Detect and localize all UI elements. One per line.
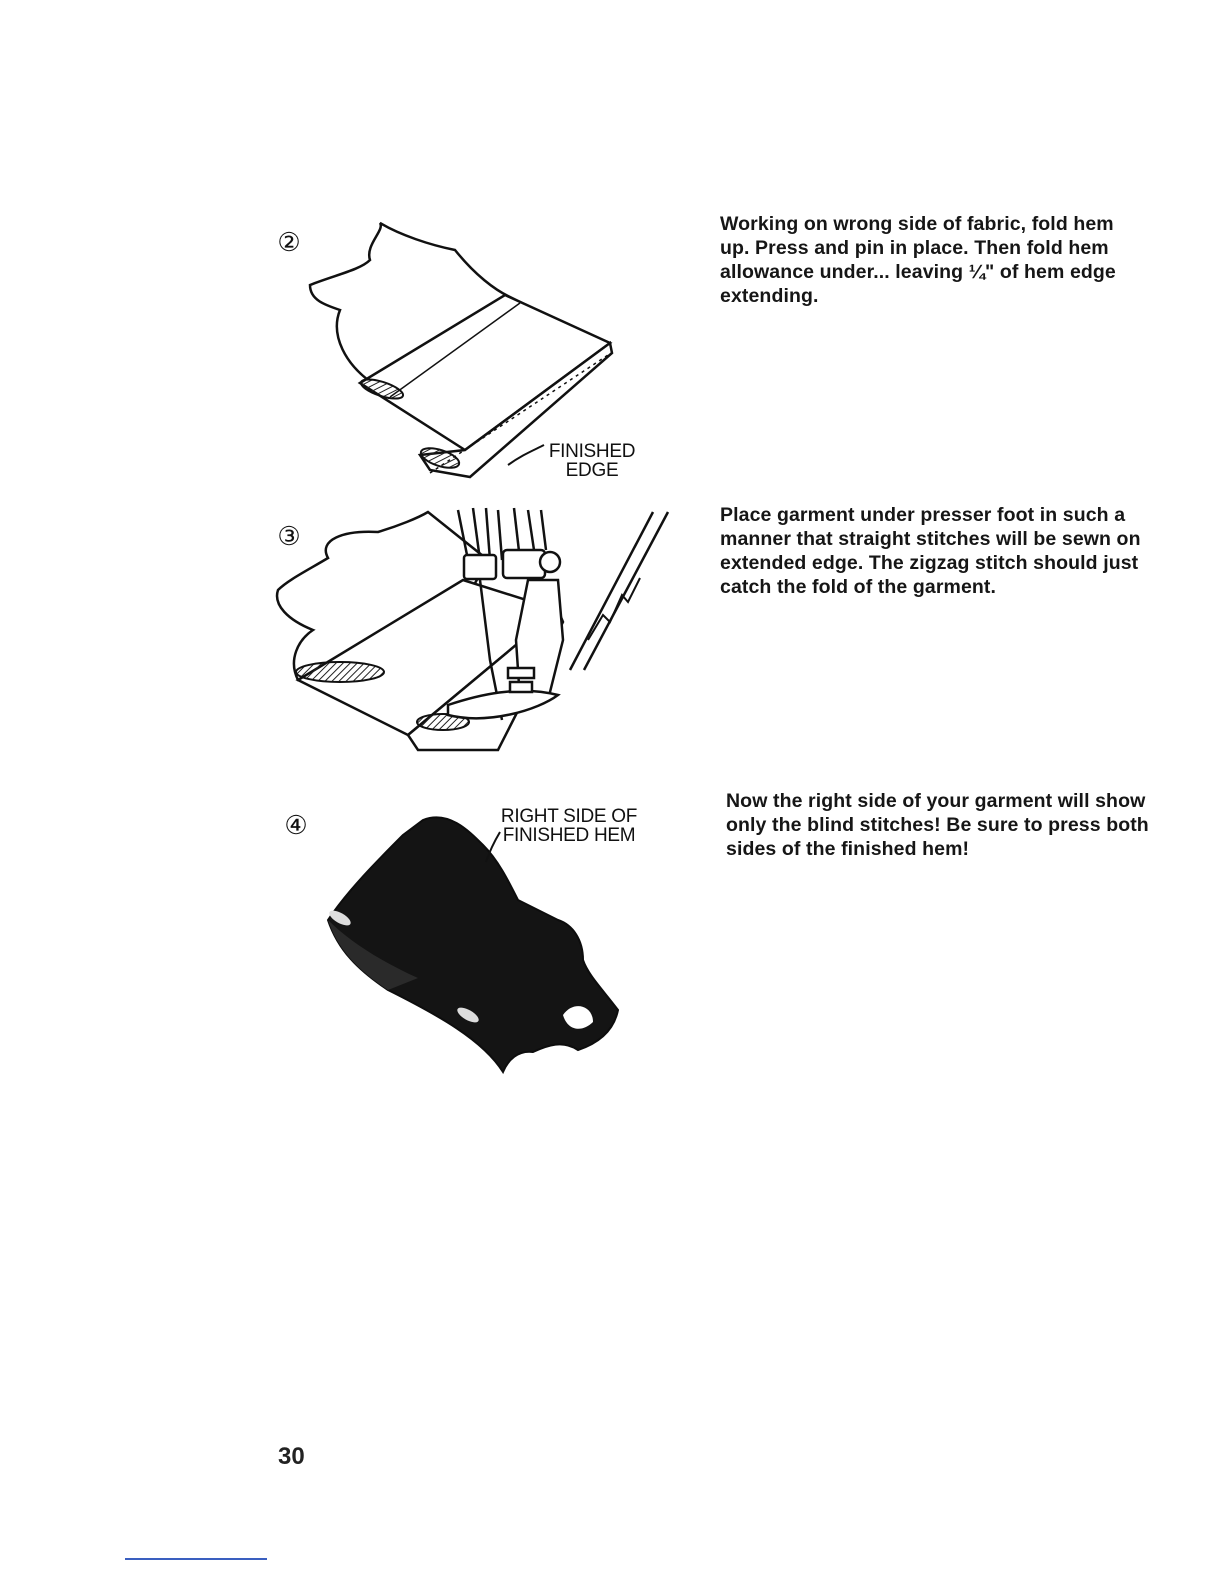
finished-edge-label-line2: EDGE bbox=[565, 460, 619, 481]
page-number: 30 bbox=[278, 1443, 305, 1470]
right-side-finished-hem-label-line2: FINISHED HEM bbox=[502, 825, 636, 846]
step-2-text: Working on wrong side of fabric, fold hem up. Press and pin in place. Then fold hem allowance under... leaving ¼" of hem edge extending. bbox=[720, 213, 1116, 307]
step-3-text: Place garment under presser foot in such a manner that straight stitches will be sewn on extended edge. The zigzag stitch should just catch the fold of the garment. bbox=[720, 504, 1141, 598]
right-side-finished-hem-label-line1: RIGHT SIDE OF bbox=[500, 806, 638, 827]
step-3-number: ③ bbox=[277, 522, 301, 552]
presser-foot-illustration bbox=[258, 500, 688, 760]
finished-edge-label-line1: FINISHED bbox=[548, 441, 636, 462]
step-2-number: ② bbox=[277, 228, 301, 258]
finished-edge-label bbox=[542, 442, 642, 480]
step-4-number: ④ bbox=[284, 811, 308, 841]
step-4-text: Now the right side of your garment will show only the blind stitches! Be sure to press both sides of the finished hem! bbox=[726, 790, 1149, 860]
right-side-finished-hem-label bbox=[494, 807, 644, 845]
bottom-rule bbox=[125, 1558, 267, 1560]
